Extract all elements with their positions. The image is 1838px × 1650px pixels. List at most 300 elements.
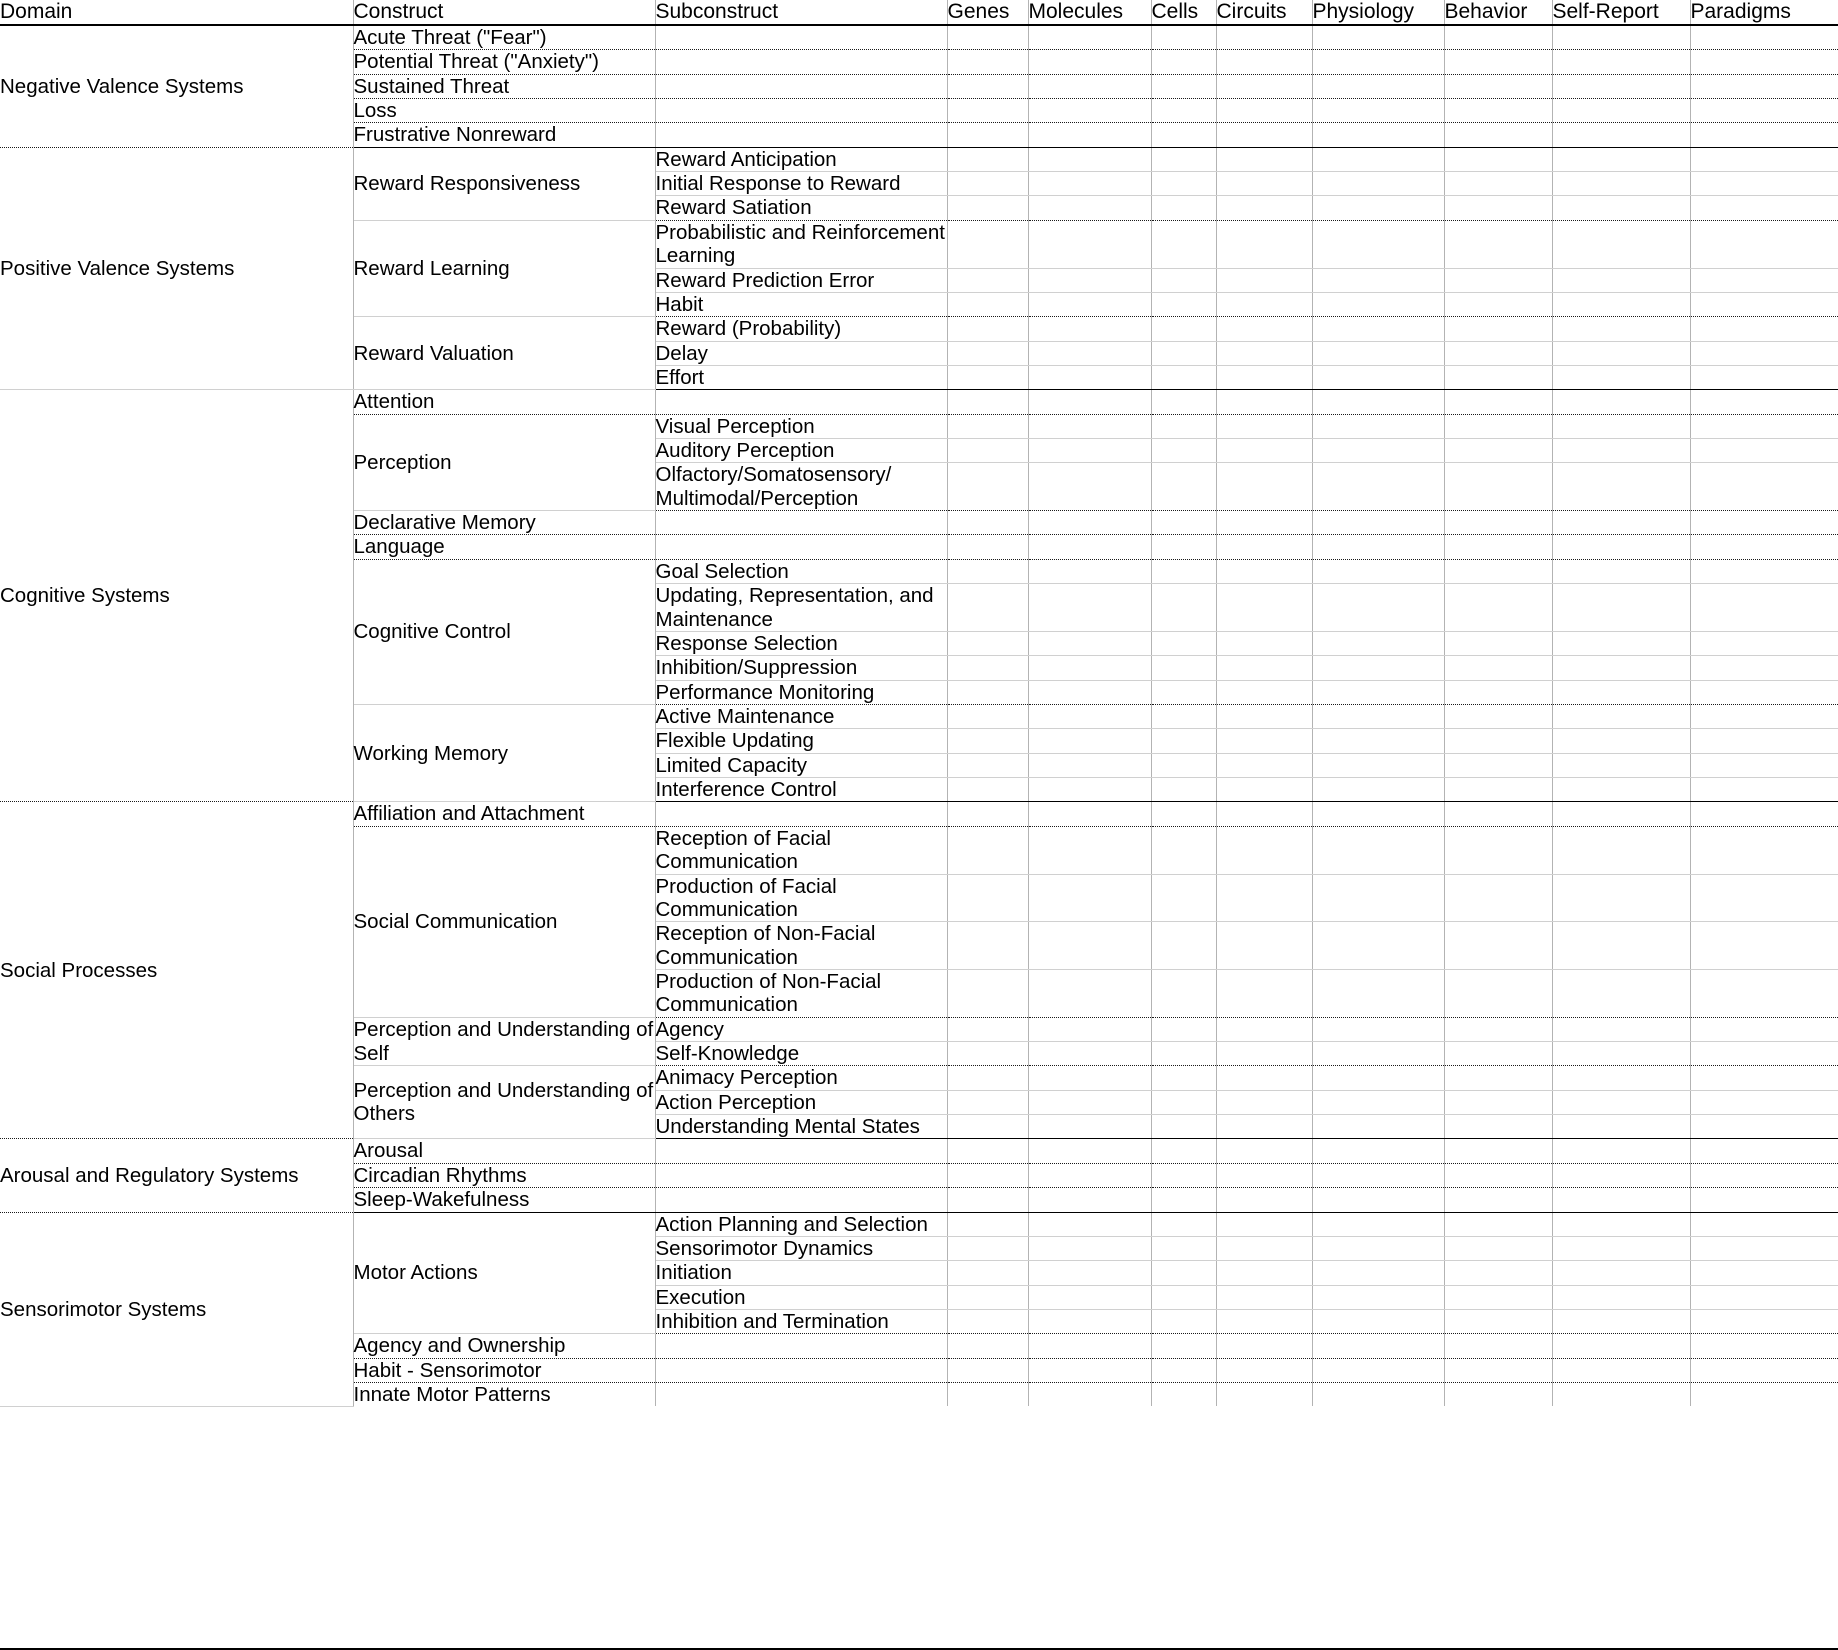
- cell-physiology[interactable]: [1312, 317, 1444, 341]
- cell-behavior[interactable]: [1444, 802, 1552, 826]
- cell-self-report[interactable]: [1552, 123, 1690, 147]
- cell-molecules[interactable]: [1028, 292, 1151, 316]
- cell-paradigms[interactable]: [1690, 584, 1838, 632]
- cell-cells[interactable]: [1151, 50, 1216, 74]
- cell-physiology[interactable]: [1312, 1017, 1444, 1041]
- cell-paradigms[interactable]: [1690, 1358, 1838, 1382]
- cell-cells[interactable]: [1151, 729, 1216, 753]
- cell-genes[interactable]: [947, 123, 1028, 147]
- cell-genes[interactable]: [947, 969, 1028, 1017]
- cell-genes[interactable]: [947, 631, 1028, 655]
- cell-self-report[interactable]: [1552, 1163, 1690, 1187]
- cell-physiology[interactable]: [1312, 1309, 1444, 1333]
- cell-genes[interactable]: [947, 25, 1028, 50]
- cell-genes[interactable]: [947, 50, 1028, 74]
- cell-circuits[interactable]: [1216, 1212, 1312, 1236]
- cell-physiology[interactable]: [1312, 729, 1444, 753]
- cell-paradigms[interactable]: [1690, 922, 1838, 970]
- cell-genes[interactable]: [947, 196, 1028, 220]
- cell-circuits[interactable]: [1216, 511, 1312, 535]
- cell-self-report[interactable]: [1552, 220, 1690, 268]
- cell-cells[interactable]: [1151, 317, 1216, 341]
- cell-cells[interactable]: [1151, 196, 1216, 220]
- cell-physiology[interactable]: [1312, 874, 1444, 922]
- cell-self-report[interactable]: [1552, 874, 1690, 922]
- cell-molecules[interactable]: [1028, 969, 1151, 1017]
- cell-circuits[interactable]: [1216, 463, 1312, 511]
- cell-self-report[interactable]: [1552, 584, 1690, 632]
- cell-cells[interactable]: [1151, 631, 1216, 655]
- cell-cells[interactable]: [1151, 99, 1216, 123]
- cell-genes[interactable]: [947, 268, 1028, 292]
- cell-self-report[interactable]: [1552, 826, 1690, 874]
- cell-molecules[interactable]: [1028, 559, 1151, 583]
- cell-cells[interactable]: [1151, 1017, 1216, 1041]
- cell-behavior[interactable]: [1444, 753, 1552, 777]
- cell-cells[interactable]: [1151, 220, 1216, 268]
- cell-cells[interactable]: [1151, 341, 1216, 365]
- cell-molecules[interactable]: [1028, 317, 1151, 341]
- cell-circuits[interactable]: [1216, 50, 1312, 74]
- cell-paradigms[interactable]: [1690, 1090, 1838, 1114]
- cell-cells[interactable]: [1151, 922, 1216, 970]
- cell-molecules[interactable]: [1028, 1334, 1151, 1358]
- cell-molecules[interactable]: [1028, 778, 1151, 802]
- cell-molecules[interactable]: [1028, 341, 1151, 365]
- cell-self-report[interactable]: [1552, 341, 1690, 365]
- cell-paradigms[interactable]: [1690, 1334, 1838, 1358]
- cell-circuits[interactable]: [1216, 220, 1312, 268]
- cell-circuits[interactable]: [1216, 196, 1312, 220]
- cell-physiology[interactable]: [1312, 1188, 1444, 1212]
- cell-cells[interactable]: [1151, 1236, 1216, 1260]
- cell-behavior[interactable]: [1444, 1383, 1552, 1407]
- cell-molecules[interactable]: [1028, 196, 1151, 220]
- cell-paradigms[interactable]: [1690, 535, 1838, 559]
- cell-cells[interactable]: [1151, 969, 1216, 1017]
- cell-behavior[interactable]: [1444, 922, 1552, 970]
- cell-molecules[interactable]: [1028, 1358, 1151, 1382]
- cell-molecules[interactable]: [1028, 172, 1151, 196]
- cell-molecules[interactable]: [1028, 1188, 1151, 1212]
- cell-behavior[interactable]: [1444, 511, 1552, 535]
- cell-circuits[interactable]: [1216, 656, 1312, 680]
- cell-physiology[interactable]: [1312, 268, 1444, 292]
- cell-molecules[interactable]: [1028, 680, 1151, 704]
- cell-circuits[interactable]: [1216, 1236, 1312, 1260]
- cell-cells[interactable]: [1151, 826, 1216, 874]
- cell-self-report[interactable]: [1552, 1188, 1690, 1212]
- cell-self-report[interactable]: [1552, 147, 1690, 171]
- cell-genes[interactable]: [947, 439, 1028, 463]
- cell-self-report[interactable]: [1552, 559, 1690, 583]
- cell-behavior[interactable]: [1444, 292, 1552, 316]
- cell-paradigms[interactable]: [1690, 414, 1838, 438]
- cell-behavior[interactable]: [1444, 439, 1552, 463]
- cell-self-report[interactable]: [1552, 439, 1690, 463]
- cell-genes[interactable]: [947, 1115, 1028, 1139]
- cell-cells[interactable]: [1151, 414, 1216, 438]
- cell-behavior[interactable]: [1444, 317, 1552, 341]
- cell-circuits[interactable]: [1216, 317, 1312, 341]
- cell-genes[interactable]: [947, 390, 1028, 414]
- cell-molecules[interactable]: [1028, 1236, 1151, 1260]
- cell-molecules[interactable]: [1028, 25, 1151, 50]
- cell-cells[interactable]: [1151, 1066, 1216, 1090]
- cell-paradigms[interactable]: [1690, 1285, 1838, 1309]
- cell-behavior[interactable]: [1444, 414, 1552, 438]
- cell-circuits[interactable]: [1216, 99, 1312, 123]
- cell-behavior[interactable]: [1444, 559, 1552, 583]
- cell-self-report[interactable]: [1552, 729, 1690, 753]
- cell-behavior[interactable]: [1444, 1334, 1552, 1358]
- cell-circuits[interactable]: [1216, 969, 1312, 1017]
- cell-physiology[interactable]: [1312, 147, 1444, 171]
- cell-molecules[interactable]: [1028, 268, 1151, 292]
- cell-behavior[interactable]: [1444, 584, 1552, 632]
- cell-cells[interactable]: [1151, 292, 1216, 316]
- cell-molecules[interactable]: [1028, 439, 1151, 463]
- cell-physiology[interactable]: [1312, 705, 1444, 729]
- cell-circuits[interactable]: [1216, 414, 1312, 438]
- cell-behavior[interactable]: [1444, 172, 1552, 196]
- cell-physiology[interactable]: [1312, 1383, 1444, 1407]
- cell-physiology[interactable]: [1312, 123, 1444, 147]
- cell-physiology[interactable]: [1312, 656, 1444, 680]
- cell-molecules[interactable]: [1028, 1285, 1151, 1309]
- cell-self-report[interactable]: [1552, 969, 1690, 1017]
- cell-genes[interactable]: [947, 317, 1028, 341]
- cell-physiology[interactable]: [1312, 463, 1444, 511]
- cell-molecules[interactable]: [1028, 1383, 1151, 1407]
- cell-behavior[interactable]: [1444, 1090, 1552, 1114]
- cell-behavior[interactable]: [1444, 729, 1552, 753]
- cell-genes[interactable]: [947, 341, 1028, 365]
- cell-genes[interactable]: [947, 559, 1028, 583]
- cell-paradigms[interactable]: [1690, 1309, 1838, 1333]
- cell-circuits[interactable]: [1216, 1066, 1312, 1090]
- cell-behavior[interactable]: [1444, 1236, 1552, 1260]
- cell-paradigms[interactable]: [1690, 1236, 1838, 1260]
- cell-molecules[interactable]: [1028, 50, 1151, 74]
- cell-circuits[interactable]: [1216, 753, 1312, 777]
- cell-self-report[interactable]: [1552, 1334, 1690, 1358]
- cell-molecules[interactable]: [1028, 220, 1151, 268]
- cell-self-report[interactable]: [1552, 511, 1690, 535]
- cell-paradigms[interactable]: [1690, 559, 1838, 583]
- cell-self-report[interactable]: [1552, 802, 1690, 826]
- cell-circuits[interactable]: [1216, 1139, 1312, 1163]
- cell-paradigms[interactable]: [1690, 25, 1838, 50]
- cell-behavior[interactable]: [1444, 826, 1552, 874]
- cell-behavior[interactable]: [1444, 390, 1552, 414]
- cell-cells[interactable]: [1151, 1383, 1216, 1407]
- cell-molecules[interactable]: [1028, 584, 1151, 632]
- cell-physiology[interactable]: [1312, 680, 1444, 704]
- cell-cells[interactable]: [1151, 778, 1216, 802]
- cell-paradigms[interactable]: [1690, 123, 1838, 147]
- cell-paradigms[interactable]: [1690, 439, 1838, 463]
- cell-paradigms[interactable]: [1690, 1261, 1838, 1285]
- cell-circuits[interactable]: [1216, 1358, 1312, 1382]
- cell-molecules[interactable]: [1028, 631, 1151, 655]
- cell-circuits[interactable]: [1216, 631, 1312, 655]
- cell-paradigms[interactable]: [1690, 99, 1838, 123]
- cell-circuits[interactable]: [1216, 172, 1312, 196]
- cell-physiology[interactable]: [1312, 1212, 1444, 1236]
- cell-physiology[interactable]: [1312, 196, 1444, 220]
- cell-self-report[interactable]: [1552, 656, 1690, 680]
- cell-molecules[interactable]: [1028, 390, 1151, 414]
- cell-self-report[interactable]: [1552, 268, 1690, 292]
- cell-physiology[interactable]: [1312, 778, 1444, 802]
- cell-circuits[interactable]: [1216, 147, 1312, 171]
- cell-cells[interactable]: [1151, 390, 1216, 414]
- cell-self-report[interactable]: [1552, 390, 1690, 414]
- cell-circuits[interactable]: [1216, 874, 1312, 922]
- cell-paradigms[interactable]: [1690, 1115, 1838, 1139]
- cell-genes[interactable]: [947, 172, 1028, 196]
- cell-circuits[interactable]: [1216, 292, 1312, 316]
- cell-physiology[interactable]: [1312, 631, 1444, 655]
- cell-genes[interactable]: [947, 1090, 1028, 1114]
- cell-circuits[interactable]: [1216, 25, 1312, 50]
- cell-cells[interactable]: [1151, 1285, 1216, 1309]
- cell-circuits[interactable]: [1216, 705, 1312, 729]
- cell-genes[interactable]: [947, 99, 1028, 123]
- cell-genes[interactable]: [947, 1285, 1028, 1309]
- cell-behavior[interactable]: [1444, 535, 1552, 559]
- cell-behavior[interactable]: [1444, 656, 1552, 680]
- cell-paradigms[interactable]: [1690, 292, 1838, 316]
- cell-genes[interactable]: [947, 1261, 1028, 1285]
- cell-cells[interactable]: [1151, 753, 1216, 777]
- cell-circuits[interactable]: [1216, 74, 1312, 98]
- cell-circuits[interactable]: [1216, 535, 1312, 559]
- cell-genes[interactable]: [947, 1334, 1028, 1358]
- cell-physiology[interactable]: [1312, 511, 1444, 535]
- cell-self-report[interactable]: [1552, 1309, 1690, 1333]
- cell-physiology[interactable]: [1312, 559, 1444, 583]
- cell-genes[interactable]: [947, 292, 1028, 316]
- cell-molecules[interactable]: [1028, 414, 1151, 438]
- cell-genes[interactable]: [947, 656, 1028, 680]
- cell-cells[interactable]: [1151, 656, 1216, 680]
- cell-physiology[interactable]: [1312, 535, 1444, 559]
- cell-physiology[interactable]: [1312, 969, 1444, 1017]
- cell-cells[interactable]: [1151, 1163, 1216, 1187]
- cell-cells[interactable]: [1151, 1115, 1216, 1139]
- cell-circuits[interactable]: [1216, 365, 1312, 389]
- cell-physiology[interactable]: [1312, 50, 1444, 74]
- cell-paradigms[interactable]: [1690, 802, 1838, 826]
- cell-circuits[interactable]: [1216, 826, 1312, 874]
- cell-paradigms[interactable]: [1690, 1188, 1838, 1212]
- cell-circuits[interactable]: [1216, 1163, 1312, 1187]
- cell-molecules[interactable]: [1028, 535, 1151, 559]
- cell-paradigms[interactable]: [1690, 1017, 1838, 1041]
- cell-cells[interactable]: [1151, 463, 1216, 511]
- cell-circuits[interactable]: [1216, 1188, 1312, 1212]
- cell-genes[interactable]: [947, 147, 1028, 171]
- cell-paradigms[interactable]: [1690, 317, 1838, 341]
- cell-physiology[interactable]: [1312, 99, 1444, 123]
- cell-behavior[interactable]: [1444, 1139, 1552, 1163]
- cell-paradigms[interactable]: [1690, 874, 1838, 922]
- cell-cells[interactable]: [1151, 680, 1216, 704]
- cell-self-report[interactable]: [1552, 1115, 1690, 1139]
- cell-paradigms[interactable]: [1690, 268, 1838, 292]
- cell-genes[interactable]: [947, 1139, 1028, 1163]
- cell-genes[interactable]: [947, 1188, 1028, 1212]
- cell-self-report[interactable]: [1552, 1358, 1690, 1382]
- cell-behavior[interactable]: [1444, 1066, 1552, 1090]
- cell-molecules[interactable]: [1028, 1139, 1151, 1163]
- cell-behavior[interactable]: [1444, 1163, 1552, 1187]
- cell-physiology[interactable]: [1312, 439, 1444, 463]
- cell-paradigms[interactable]: [1690, 1163, 1838, 1187]
- cell-genes[interactable]: [947, 535, 1028, 559]
- cell-paradigms[interactable]: [1690, 705, 1838, 729]
- cell-behavior[interactable]: [1444, 874, 1552, 922]
- cell-genes[interactable]: [947, 753, 1028, 777]
- cell-genes[interactable]: [947, 729, 1028, 753]
- cell-genes[interactable]: [947, 1383, 1028, 1407]
- cell-self-report[interactable]: [1552, 778, 1690, 802]
- cell-molecules[interactable]: [1028, 874, 1151, 922]
- cell-behavior[interactable]: [1444, 1358, 1552, 1382]
- cell-molecules[interactable]: [1028, 99, 1151, 123]
- cell-self-report[interactable]: [1552, 1285, 1690, 1309]
- cell-self-report[interactable]: [1552, 1066, 1690, 1090]
- cell-cells[interactable]: [1151, 1042, 1216, 1066]
- cell-self-report[interactable]: [1552, 535, 1690, 559]
- cell-cells[interactable]: [1151, 1358, 1216, 1382]
- cell-molecules[interactable]: [1028, 1042, 1151, 1066]
- cell-physiology[interactable]: [1312, 1285, 1444, 1309]
- cell-self-report[interactable]: [1552, 74, 1690, 98]
- cell-self-report[interactable]: [1552, 50, 1690, 74]
- cell-circuits[interactable]: [1216, 268, 1312, 292]
- cell-molecules[interactable]: [1028, 1115, 1151, 1139]
- cell-molecules[interactable]: [1028, 1261, 1151, 1285]
- cell-physiology[interactable]: [1312, 1163, 1444, 1187]
- cell-physiology[interactable]: [1312, 1334, 1444, 1358]
- cell-paradigms[interactable]: [1690, 1383, 1838, 1407]
- cell-molecules[interactable]: [1028, 826, 1151, 874]
- cell-behavior[interactable]: [1444, 1115, 1552, 1139]
- cell-circuits[interactable]: [1216, 1309, 1312, 1333]
- cell-cells[interactable]: [1151, 584, 1216, 632]
- cell-cells[interactable]: [1151, 1188, 1216, 1212]
- cell-circuits[interactable]: [1216, 1383, 1312, 1407]
- cell-behavior[interactable]: [1444, 1309, 1552, 1333]
- cell-behavior[interactable]: [1444, 1261, 1552, 1285]
- cell-molecules[interactable]: [1028, 74, 1151, 98]
- cell-paradigms[interactable]: [1690, 1066, 1838, 1090]
- cell-cells[interactable]: [1151, 268, 1216, 292]
- cell-genes[interactable]: [947, 778, 1028, 802]
- cell-self-report[interactable]: [1552, 1139, 1690, 1163]
- cell-behavior[interactable]: [1444, 1285, 1552, 1309]
- cell-paradigms[interactable]: [1690, 196, 1838, 220]
- cell-behavior[interactable]: [1444, 341, 1552, 365]
- cell-molecules[interactable]: [1028, 1090, 1151, 1114]
- cell-behavior[interactable]: [1444, 147, 1552, 171]
- cell-physiology[interactable]: [1312, 1358, 1444, 1382]
- cell-paradigms[interactable]: [1690, 1042, 1838, 1066]
- cell-physiology[interactable]: [1312, 1236, 1444, 1260]
- cell-genes[interactable]: [947, 1212, 1028, 1236]
- cell-physiology[interactable]: [1312, 584, 1444, 632]
- cell-self-report[interactable]: [1552, 1383, 1690, 1407]
- cell-self-report[interactable]: [1552, 463, 1690, 511]
- cell-self-report[interactable]: [1552, 414, 1690, 438]
- cell-circuits[interactable]: [1216, 778, 1312, 802]
- cell-behavior[interactable]: [1444, 99, 1552, 123]
- cell-paradigms[interactable]: [1690, 74, 1838, 98]
- cell-behavior[interactable]: [1444, 268, 1552, 292]
- cell-behavior[interactable]: [1444, 969, 1552, 1017]
- cell-physiology[interactable]: [1312, 341, 1444, 365]
- cell-cells[interactable]: [1151, 535, 1216, 559]
- cell-genes[interactable]: [947, 705, 1028, 729]
- cell-self-report[interactable]: [1552, 172, 1690, 196]
- cell-physiology[interactable]: [1312, 1139, 1444, 1163]
- cell-paradigms[interactable]: [1690, 631, 1838, 655]
- cell-molecules[interactable]: [1028, 1163, 1151, 1187]
- cell-physiology[interactable]: [1312, 365, 1444, 389]
- cell-molecules[interactable]: [1028, 656, 1151, 680]
- cell-behavior[interactable]: [1444, 50, 1552, 74]
- cell-cells[interactable]: [1151, 172, 1216, 196]
- cell-behavior[interactable]: [1444, 196, 1552, 220]
- cell-molecules[interactable]: [1028, 123, 1151, 147]
- cell-circuits[interactable]: [1216, 680, 1312, 704]
- cell-genes[interactable]: [947, 511, 1028, 535]
- cell-behavior[interactable]: [1444, 220, 1552, 268]
- cell-self-report[interactable]: [1552, 365, 1690, 389]
- cell-self-report[interactable]: [1552, 1236, 1690, 1260]
- cell-physiology[interactable]: [1312, 25, 1444, 50]
- cell-behavior[interactable]: [1444, 74, 1552, 98]
- cell-circuits[interactable]: [1216, 922, 1312, 970]
- cell-cells[interactable]: [1151, 74, 1216, 98]
- cell-molecules[interactable]: [1028, 511, 1151, 535]
- cell-behavior[interactable]: [1444, 680, 1552, 704]
- cell-cells[interactable]: [1151, 802, 1216, 826]
- cell-behavior[interactable]: [1444, 365, 1552, 389]
- cell-genes[interactable]: [947, 74, 1028, 98]
- cell-physiology[interactable]: [1312, 753, 1444, 777]
- cell-cells[interactable]: [1151, 1261, 1216, 1285]
- cell-circuits[interactable]: [1216, 1042, 1312, 1066]
- cell-paradigms[interactable]: [1690, 826, 1838, 874]
- cell-behavior[interactable]: [1444, 1042, 1552, 1066]
- cell-physiology[interactable]: [1312, 414, 1444, 438]
- cell-genes[interactable]: [947, 1017, 1028, 1041]
- cell-physiology[interactable]: [1312, 1261, 1444, 1285]
- cell-cells[interactable]: [1151, 874, 1216, 922]
- cell-circuits[interactable]: [1216, 1115, 1312, 1139]
- cell-genes[interactable]: [947, 463, 1028, 511]
- cell-paradigms[interactable]: [1690, 220, 1838, 268]
- cell-physiology[interactable]: [1312, 826, 1444, 874]
- cell-genes[interactable]: [947, 414, 1028, 438]
- cell-genes[interactable]: [947, 1358, 1028, 1382]
- cell-circuits[interactable]: [1216, 123, 1312, 147]
- cell-behavior[interactable]: [1444, 778, 1552, 802]
